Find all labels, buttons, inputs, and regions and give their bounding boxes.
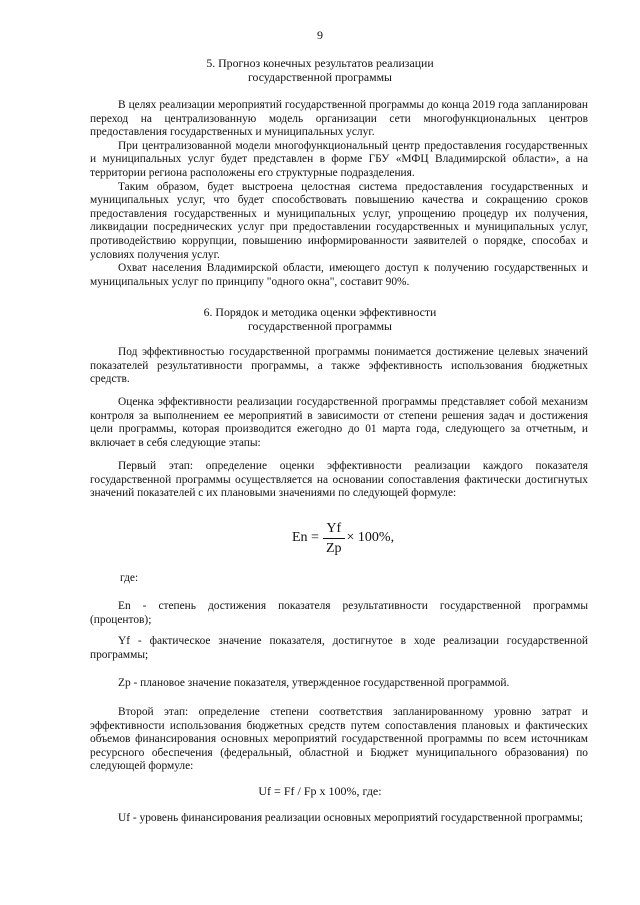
section-5-body xyxy=(90,99,588,289)
paragraph: Охват населения Владимирской области, имеющего доступ к получению государственных и муниципальных услуг по принципу "одного окна", составит 90%. xyxy=(90,262,588,288)
paragraph: В целях реализации мероприятий государственной программы до конца 2019 года запланирован переход на централизованную модель организации сети многофункциональных центров предоставления государственных и муниципальных услуг. xyxy=(90,99,588,139)
definition-en: En - степень достижения показателя результативности государственной программы (процентов); xyxy=(90,600,588,626)
section-6-heading xyxy=(0,306,640,333)
formula-numerator: Yf xyxy=(326,520,342,536)
paragraph: При централизованной модели многофункциональный центр предоставления государственных и муниципальных услуг будет представлен в форме ГБУ «МФЦ Владимирской области», а на территории региона расположены его структурные подразделения. xyxy=(90,139,588,179)
evaluation-mechanism: Оценка эффективности реализации государственной программы представляет собой механизм контроля за выполнением ее мероприятий в зависимости от степени решения задач и достижения цели программы, которая производится ежегодно до 01 марта года, следующего за отчетным, и включает в себя следующие этапы: xyxy=(90,396,588,449)
formula-rhs: × 100%, xyxy=(346,530,395,546)
formula-en xyxy=(292,516,394,560)
section-5-heading xyxy=(0,57,640,84)
paragraph: Таким образом, будет выстроена целостная система предоставления государственных и муниципальных услуг, что будет способствовать повышению качества и сокращению сроков предоставления государственных и муниципальных услуг, упрощению процедур их получения, ликвидации посреднических услуг при предоставлении государственных и муниципальных услуг, противодействию коррупции, повышению информированности заявителей о порядке, способах и условиях получения услуг. xyxy=(90,180,588,261)
where-label: где: xyxy=(120,572,139,584)
first-stage: Первый этап: определение оценки эффективности реализации каждого показателя государственной программы осуществляется на основании сопоставления фактически достигнутых значений показателей с их плановыми значениями по следующей формуле: xyxy=(90,460,588,500)
second-stage: Второй этап: определение степени соответствия запланированному уровню затрат и эффективности использования бюджетных средств путем сопоставления плановых и фактических объемов финансирования основных мероприятий государственной программы по всем источникам ресурсного обеспечения (федеральный, областной и Бюджет муниципального образования) по следующей формуле: xyxy=(90,706,588,773)
section-5-title-line-1: 5. Прогноз конечных результатов реализации xyxy=(206,56,434,70)
section-6-title-line-1: 6. Порядок и методика оценки эффективности xyxy=(203,305,437,319)
definition-zp: Zp - плановое значение показателя, утвержденное государственной программой. xyxy=(118,677,510,689)
definition-uf: Uf - уровень финансирования реализации основных мероприятий государственной программы; xyxy=(118,812,583,824)
section-6-title-line-2: государственной программы xyxy=(248,318,392,333)
definition-yf: Yf - фактическое значение показателя, достигнутое в ходе реализации государственной программы; xyxy=(90,635,588,661)
section-5-title-line-2: государственной программы xyxy=(248,69,392,84)
effectiveness-definition: Под эффективностью государственной программы понимается достижение целевых значений показателей результативности программы, а также эффективность использования бюджетных средств. xyxy=(90,346,588,386)
page-number: 9 xyxy=(317,28,323,42)
formula-uf: Uf = Ff / Fp x 100%, где: xyxy=(258,784,382,798)
formula-denominator: Zp xyxy=(325,540,342,556)
formula-lhs: En = xyxy=(292,530,319,546)
formula-fraction xyxy=(323,520,345,557)
